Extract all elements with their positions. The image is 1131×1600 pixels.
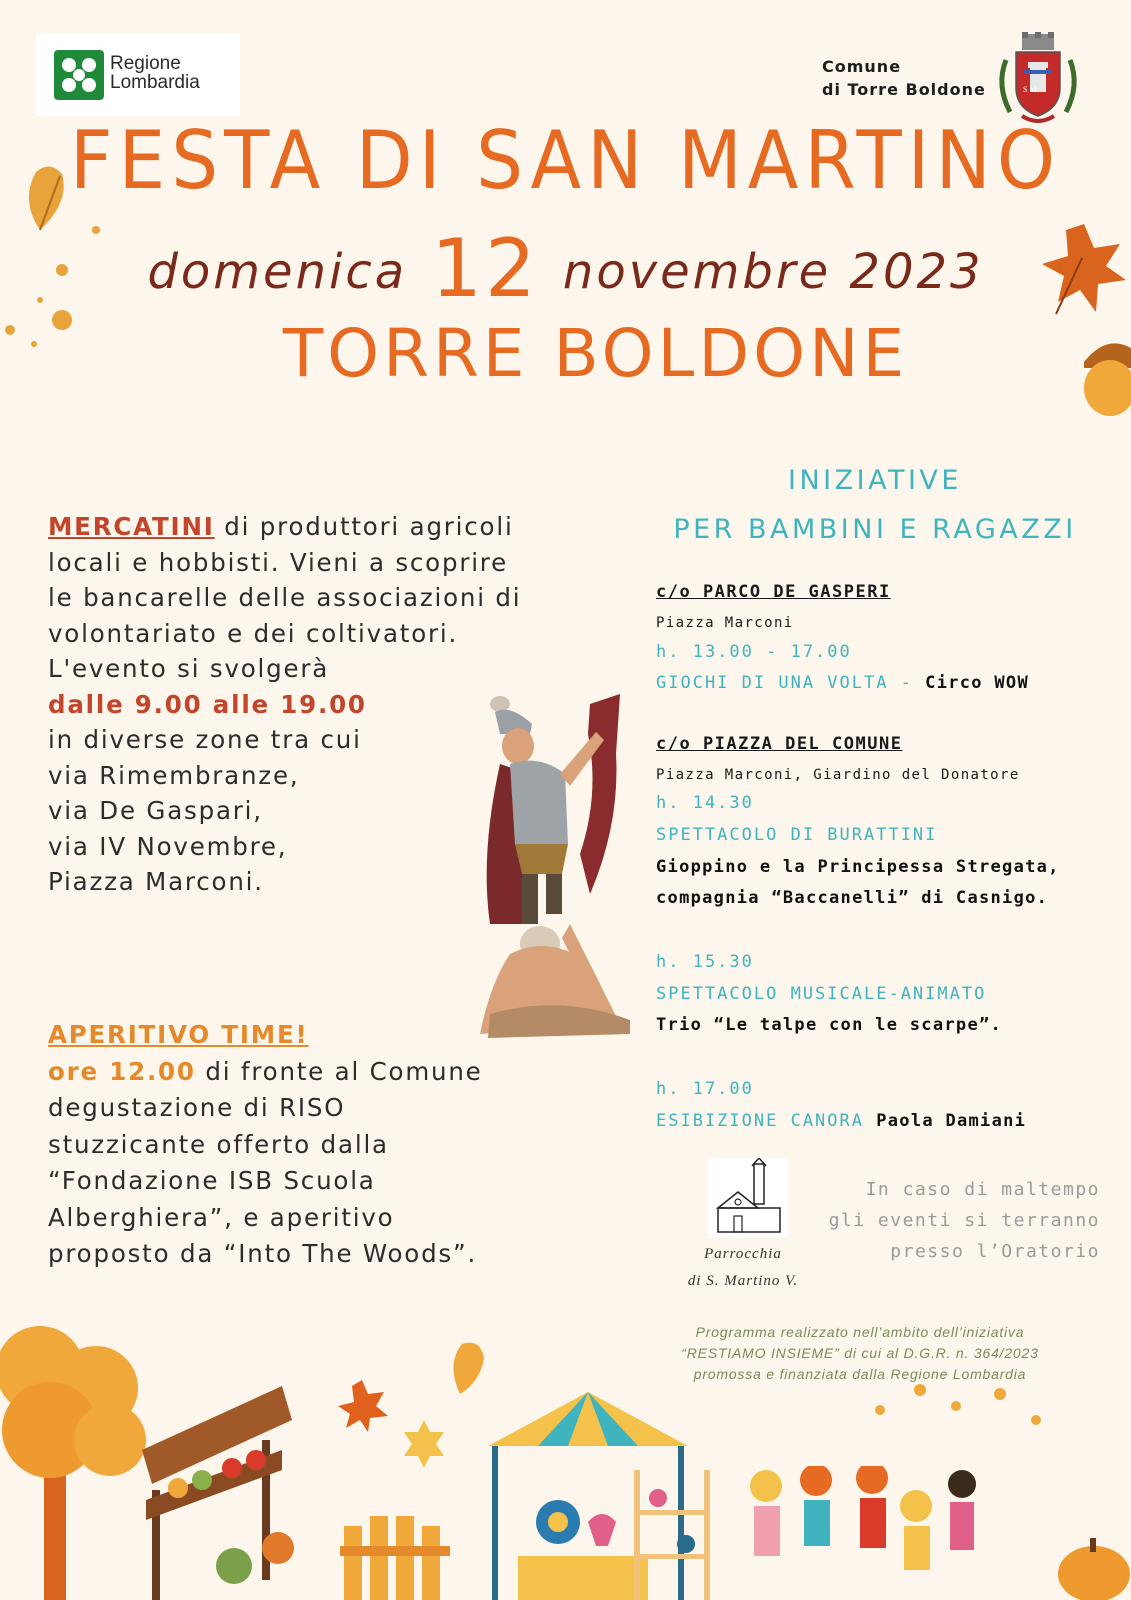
parrocchia-line2: di S. Martino V.	[687, 1273, 799, 1289]
small-leaf-icon	[440, 1334, 496, 1404]
shelf-icon	[634, 1470, 714, 1600]
program-event-1-activity-row	[656, 825, 1126, 845]
program-event-3-time-row	[656, 1079, 1126, 1099]
date-weekday: domenica	[147, 244, 408, 300]
maltempo-line1: In caso di maltempo	[865, 1179, 1100, 1200]
program-place-sub: Piazza Marconi	[656, 615, 794, 631]
aperitivo-section	[48, 1017, 608, 1273]
children-playing-icon	[736, 1466, 986, 1600]
comune-crest-icon	[992, 30, 1084, 128]
event-title: FESTA DI SAN MARTINO	[69, 114, 1062, 208]
mercatini-line1-rest: di produttori agricoli	[214, 512, 514, 541]
autumn-leaves-left-icon	[0, 150, 120, 360]
program-event-2-detail-row	[656, 1015, 1126, 1035]
funding-line2: “RESTIAMO INSIEME” di cui al D.G.R. n. 364/2023	[681, 1345, 1039, 1361]
event-date	[0, 222, 1131, 315]
mercatini-text-line: Piazza Marconi.	[48, 867, 264, 896]
iniziative-title-line2: PER BAMBINI E RAGAZZI	[673, 514, 1077, 545]
program-time: h. 13.00 - 17.00	[656, 642, 852, 662]
regione-lombardia-mark-icon	[54, 50, 104, 100]
program-performer: Paola Damiani	[876, 1111, 1027, 1131]
iniziative-title-line1: INIZIATIVE	[788, 465, 962, 496]
program-activity: ESIBIZIONE CANORA	[656, 1111, 877, 1131]
parrocchia-logo	[684, 1158, 802, 1298]
program-parco-sub-row	[656, 615, 1126, 631]
acorn-icon	[1080, 332, 1131, 422]
church-icon	[708, 1158, 788, 1238]
program-time: h. 15.30	[656, 952, 754, 972]
program-event-2-activity-row	[656, 984, 1126, 1004]
funding-line1: Programma realizzato nell’ambito dell’iniziativa	[695, 1324, 1025, 1340]
program-event-3-activity-row	[656, 1111, 1126, 1131]
program-piazza-sub-row	[656, 767, 1126, 783]
aperitivo-title: APERITIVO TIME!	[48, 1020, 309, 1049]
maple-leaf-right-icon	[1036, 218, 1131, 318]
regione-lombardia-text	[110, 54, 200, 92]
program-event-1-time-row	[656, 793, 1126, 813]
date-month-year: novembre 2023	[562, 244, 984, 300]
market-stall-icon	[132, 1380, 322, 1600]
program-piazza-place-row	[656, 734, 1126, 754]
mercatini-text-line: via IV Novembre,	[48, 831, 288, 861]
program-activity: SPETTACOLO MUSICALE-ANIMATO	[656, 984, 987, 1004]
fence-icon	[340, 1496, 450, 1600]
parrocchia-line1: Parrocchia	[704, 1246, 782, 1262]
aperitivo-text-line: stuzzicante offerto dalla	[48, 1129, 389, 1159]
program-activity: SPETTACOLO DI BURATTINI	[656, 825, 938, 845]
aperitivo-text-line: “Fondazione ISB Scuola	[48, 1166, 376, 1195]
program-parco-time-row	[656, 642, 1126, 662]
program-performer: Circo WOW	[925, 673, 1029, 693]
program-event-1-detail-row	[656, 857, 1126, 877]
program-place: c/o PARCO DE GASPERI	[656, 582, 891, 602]
comune-line1: Comune	[822, 57, 902, 76]
program-place-sub: Piazza Marconi, Giardino del Donatore	[656, 767, 1020, 783]
event-town: TORRE BOLDONE	[282, 315, 909, 392]
maltempo-line2: gli eventi si terranno	[828, 1210, 1100, 1231]
aperitivo-text-line: proposto da “Into The Woods”.	[48, 1239, 478, 1268]
maltempo-line3: presso l’Oratorio	[890, 1241, 1100, 1262]
regione-lombardia-line1: Regione	[110, 53, 181, 74]
maple-leaf-small-icon	[334, 1376, 390, 1436]
program-event-1-detail2-row	[656, 888, 1126, 908]
regione-lombardia-line2: Lombardia	[110, 72, 200, 93]
mercatini-text-line: locali e hobbisti. Vieni a scoprire	[48, 547, 509, 577]
mercatini-text-line: volontariato e dei coltivatori.	[48, 618, 459, 648]
aperitivo-text-line: Alberghiera”, e aperitivo	[48, 1202, 395, 1232]
mercatini-text-line: via De Gaspari,	[48, 796, 263, 825]
funding-line3: promossa e finanziata dalla Regione Lombardia	[693, 1366, 1027, 1382]
mercatini-time: dalle 9.00 alle 19.00	[48, 689, 367, 719]
mercatini-text-line: in diverse zone tra cui	[48, 725, 362, 754]
mercatini-keyword: MERCATINI	[48, 512, 215, 541]
mercatini-line-1	[48, 509, 608, 545]
san-martino-statue-image	[470, 694, 650, 1050]
aperitivo-text-line: degustazione di RISO	[48, 1093, 346, 1122]
program-place: c/o PIAZZA DEL COMUNE	[656, 734, 903, 754]
program-activity: GIOCHI DI UNA VOLTA -	[656, 673, 926, 693]
program-detail: compagnia “Baccanelli” di Casnigo.	[656, 888, 1049, 908]
regione-lombardia-logo	[36, 34, 240, 116]
mercatini-text-line: le bancarelle delle associazioni di	[48, 583, 522, 612]
program-detail: Trio “Le talpe con le scarpe”.	[656, 1015, 1003, 1035]
pumpkin-icon	[1050, 1530, 1131, 1600]
aperitivo-line1-rest: di fronte al Comune	[195, 1056, 483, 1086]
falling-dots-icon	[860, 1370, 1060, 1440]
parrocchia-text	[684, 1241, 802, 1295]
comune-line2: di Torre Boldone	[822, 80, 986, 99]
aperitivo-line-1	[48, 1054, 608, 1091]
mercatini-text-line: via Rimembranze,	[48, 760, 300, 790]
mercatini-text-line: L'evento si svolgerà	[48, 654, 330, 683]
comune-label	[822, 55, 986, 101]
program-event-2-time-row	[656, 952, 1126, 972]
aperitivo-time: ore 12.00	[48, 1056, 196, 1086]
program-parco	[656, 582, 1126, 602]
program-detail: Gioppino e la Principessa Stregata,	[656, 857, 1060, 877]
maltempo-notice	[800, 1174, 1100, 1267]
program-time: h. 17.00	[656, 1079, 754, 1099]
iniziative-title	[640, 456, 1110, 554]
program-time: h. 14.30	[656, 793, 754, 813]
date-day: 12	[431, 222, 539, 315]
crest-letters: S M	[1023, 85, 1037, 94]
program-parco-activity-row	[656, 673, 1126, 693]
yellow-leaf-icon	[400, 1416, 448, 1472]
